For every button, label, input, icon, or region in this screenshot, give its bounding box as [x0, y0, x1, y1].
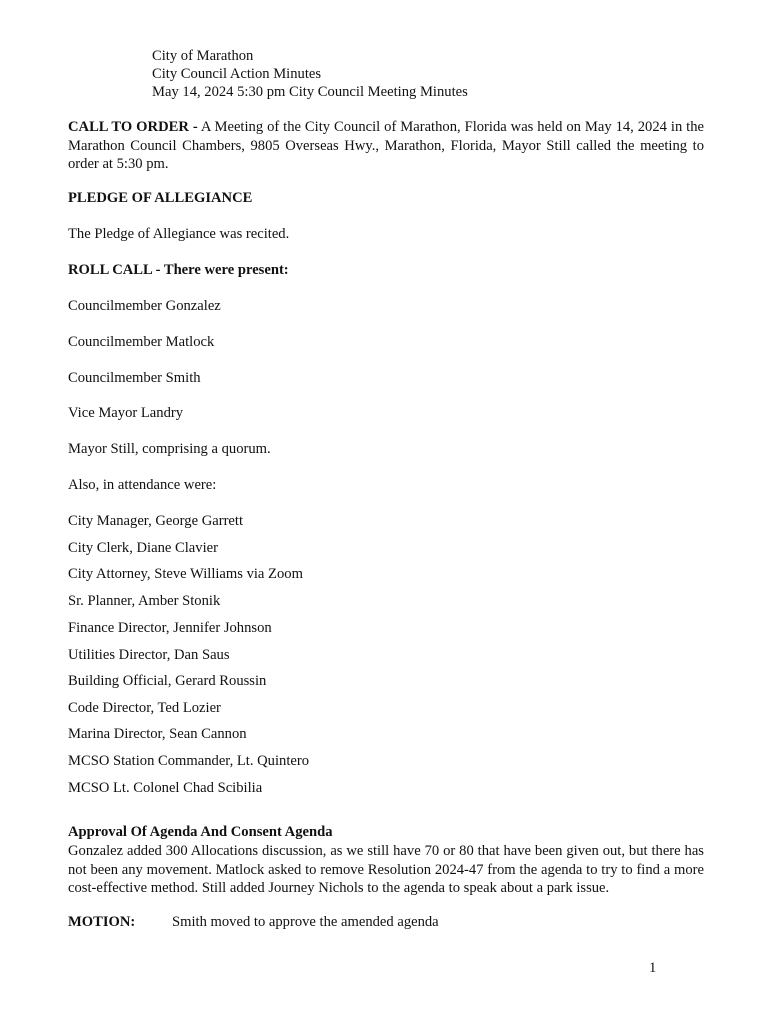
- staff-attendee: Building Official, Gerard Roussin: [68, 673, 267, 689]
- roll-call-member: Vice Mayor Landry: [68, 405, 184, 421]
- roll-call-member: Councilmember Smith: [68, 370, 201, 386]
- staff-attendee: Marina Director, Sean Cannon: [68, 726, 247, 742]
- also-attendance-heading: Also, in attendance were:: [68, 477, 217, 493]
- pledge-heading: PLEDGE OF ALLEGIANCE: [68, 190, 253, 206]
- header-meeting-date: May 14, 2024 5:30 pm City Council Meeting Minutes: [152, 84, 468, 100]
- call-to-order-heading: CALL TO ORDER -: [68, 119, 198, 135]
- staff-attendee: City Attorney, Steve Williams via Zoom: [68, 566, 303, 582]
- call-to-order-text: A Meeting of the City Council of Marathon, Florida was held on May 14, 2024 in the Marathon Council Chambers, 9805 Overseas Hwy., Marathon, Florida, Mayor Still called the meeting to order at 5:30 pm.: [68, 119, 705, 172]
- pledge-text: The Pledge of Allegiance was recited.: [68, 226, 290, 242]
- motion-text: Smith moved to approve the amended agenda: [172, 914, 439, 930]
- header-city: City of Marathon: [152, 48, 254, 64]
- agenda-paragraph: Gonzalez added 300 Allocations discussion, as we still have 70 or 80 that have been given out, but there has not been any movement. Matlock asked to remove Resolution 2024-47 from the agenda to try to find a more cost-effective method. Still added Journey Nichols to the agenda to speak about a park issue.: [68, 843, 704, 896]
- document-header: [152, 47, 468, 101]
- staff-attendee: Sr. Planner, Amber Stonik: [68, 593, 221, 609]
- page-number: 1: [649, 960, 657, 976]
- header-title: City Council Action Minutes: [152, 66, 322, 82]
- roll-call-member: Councilmember Gonzalez: [68, 298, 221, 314]
- staff-attendee: Finance Director, Jennifer Johnson: [68, 620, 272, 636]
- staff-attendee: City Manager, George Garrett: [68, 513, 244, 529]
- staff-attendee: Utilities Director, Dan Saus: [68, 647, 230, 663]
- staff-attendee: MCSO Lt. Colonel Chad Scibilia: [68, 780, 263, 796]
- roll-call-heading: ROLL CALL - There were present:: [68, 262, 289, 278]
- call-to-order-paragraph: [68, 118, 704, 174]
- staff-attendee: City Clerk, Diane Clavier: [68, 540, 218, 556]
- staff-attendee: MCSO Station Commander, Lt. Quintero: [68, 753, 310, 769]
- roll-call-member: Councilmember Matlock: [68, 334, 215, 350]
- agenda-heading: Approval Of Agenda And Consent Agenda: [68, 824, 333, 840]
- roll-call-member: Mayor Still, comprising a quorum.: [68, 441, 271, 457]
- motion-label: MOTION:: [68, 914, 136, 930]
- staff-attendee: Code Director, Ted Lozier: [68, 700, 221, 716]
